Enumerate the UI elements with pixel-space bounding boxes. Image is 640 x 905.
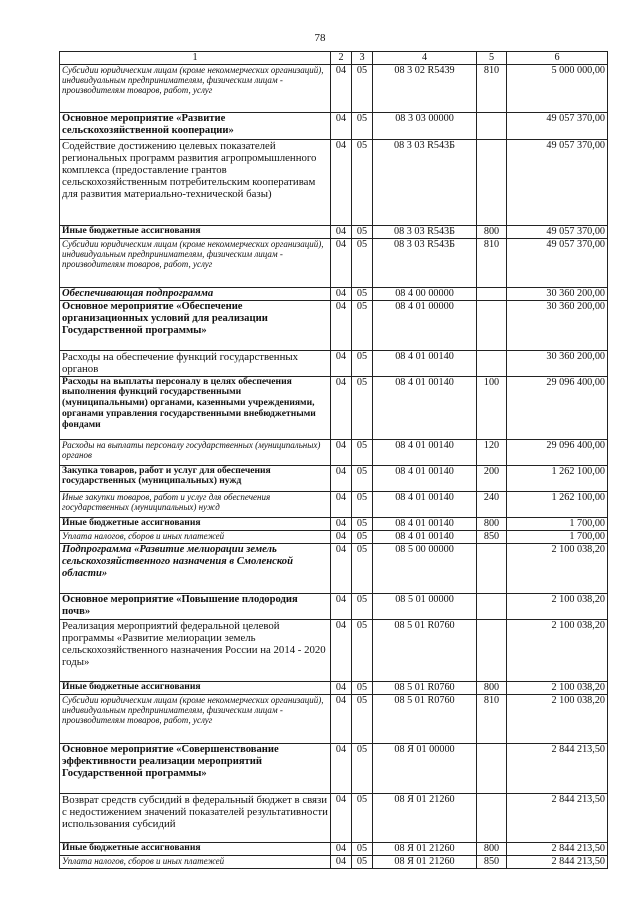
expense-type-code (477, 793, 507, 842)
subsection-code: 05 (352, 350, 373, 376)
table-row (60, 287, 608, 300)
amount-value: 49 057 370,00 (507, 225, 608, 238)
expense-type-code: 850 (477, 855, 507, 868)
section-code: 04 (331, 681, 352, 694)
row-description: Основное мероприятие «Обеспечение организационных условий для реализации Государственной программы» (60, 300, 331, 350)
page-number: 78 (314, 32, 326, 44)
row-description: Уплата налогов, сборов и иных платежей (60, 855, 331, 868)
column-header: 1 (60, 52, 331, 65)
amount-value: 49 057 370,00 (507, 238, 608, 287)
amount-value: 49 057 370,00 (507, 139, 608, 225)
amount-value: 29 096 400,00 (507, 439, 608, 465)
column-header: 2 (331, 52, 352, 65)
subsection-code: 05 (352, 139, 373, 225)
amount-value: 2 100 038,20 (507, 681, 608, 694)
section-code: 04 (331, 225, 352, 238)
row-description: Закупка товаров, работ и услуг для обеспечения государственных (муниципальных) нужд (60, 465, 331, 491)
expense-type-code: 240 (477, 491, 507, 517)
amount-value: 30 360 200,00 (507, 287, 608, 300)
expense-type-code: 810 (477, 64, 507, 112)
column-header: 3 (352, 52, 373, 65)
table-row (60, 112, 608, 139)
amount-value: 30 360 200,00 (507, 350, 608, 376)
target-article-code: 08 4 01 00140 (373, 491, 477, 517)
target-article-code: 08 3 03 R543Б (373, 225, 477, 238)
table-row (60, 530, 608, 543)
table-row (60, 225, 608, 238)
expense-type-code: 810 (477, 238, 507, 287)
subsection-code: 05 (352, 842, 373, 855)
row-description: Иные бюджетные ассигнования (60, 681, 331, 694)
expense-type-code: 100 (477, 376, 507, 439)
amount-value: 49 057 370,00 (507, 112, 608, 139)
section-code: 04 (331, 287, 352, 300)
target-article-code: 08 4 01 00140 (373, 517, 477, 530)
section-code: 04 (331, 694, 352, 743)
row-description: Иные бюджетные ассигнования (60, 517, 331, 530)
table-row (60, 300, 608, 350)
expense-type-code (477, 112, 507, 139)
table-row (60, 64, 608, 112)
target-article-code: 08 3 02 R5439 (373, 64, 477, 112)
expense-type-code: 850 (477, 530, 507, 543)
subsection-code: 05 (352, 543, 373, 593)
subsection-code: 05 (352, 619, 373, 681)
row-description: Иные закупки товаров, работ и услуг для обеспечения государственных (муниципальных) нужд (60, 491, 331, 517)
table-row (60, 350, 608, 376)
subsection-code: 05 (352, 465, 373, 491)
table-row (60, 465, 608, 491)
amount-value: 2 100 038,20 (507, 619, 608, 681)
section-code: 04 (331, 743, 352, 793)
amount-value: 2 100 038,20 (507, 593, 608, 619)
section-code: 04 (331, 350, 352, 376)
target-article-code: 08 3 03 R543Б (373, 238, 477, 287)
expense-type-code (477, 619, 507, 681)
amount-value: 2 844 213,50 (507, 855, 608, 868)
target-article-code: 08 5 01 R0760 (373, 619, 477, 681)
target-article-code: 08 4 01 00140 (373, 530, 477, 543)
expense-type-code (477, 287, 507, 300)
expense-type-code (477, 593, 507, 619)
amount-value: 5 000 000,00 (507, 64, 608, 112)
subsection-code: 05 (352, 681, 373, 694)
section-code: 04 (331, 465, 352, 491)
table-row (60, 743, 608, 793)
table-row (60, 439, 608, 465)
row-description: Возврат средств субсидий в федеральный бюджет в связи с недостижением значений показателей результативности использования субсидий (60, 793, 331, 842)
target-article-code: 08 4 01 00140 (373, 376, 477, 439)
amount-value: 2 844 213,50 (507, 743, 608, 793)
section-code: 04 (331, 530, 352, 543)
amount-value: 2 100 038,20 (507, 694, 608, 743)
target-article-code: 08 4 01 00140 (373, 350, 477, 376)
table-row (60, 593, 608, 619)
target-article-code: 08 Я 01 21260 (373, 855, 477, 868)
amount-value: 2 100 038,20 (507, 543, 608, 593)
expense-type-code (477, 350, 507, 376)
target-article-code: 08 3 03 R543Б (373, 139, 477, 225)
expense-type-code (477, 543, 507, 593)
row-description: Содействие достижению целевых показателей региональных программ развития агропромышленного комплекса (предоставление грантов сельскохозяйственным потребительским кооперативам для развития материально-технической базы) (60, 139, 331, 225)
section-code: 04 (331, 842, 352, 855)
target-article-code: 08 5 01 R0760 (373, 681, 477, 694)
expense-type-code: 800 (477, 842, 507, 855)
target-article-code: 08 3 03 00000 (373, 112, 477, 139)
section-code: 04 (331, 855, 352, 868)
table-row (60, 238, 608, 287)
section-code: 04 (331, 793, 352, 842)
amount-value: 1 262 100,00 (507, 465, 608, 491)
column-header: 5 (477, 52, 507, 65)
section-code: 04 (331, 491, 352, 517)
subsection-code: 05 (352, 530, 373, 543)
section-code: 04 (331, 376, 352, 439)
section-code: 04 (331, 619, 352, 681)
row-description: Уплата налогов, сборов и иных платежей (60, 530, 331, 543)
section-code: 04 (331, 439, 352, 465)
row-description: Реализация мероприятий федеральной целевой программы «Развитие мелиорации земель сельскохозяйственного назначения России на 2014 - 2020 годы» (60, 619, 331, 681)
amount-value: 30 360 200,00 (507, 300, 608, 350)
subsection-code: 05 (352, 238, 373, 287)
section-code: 04 (331, 139, 352, 225)
section-code: 04 (331, 300, 352, 350)
row-description: Обеспечивающая подпрограмма (60, 287, 331, 300)
amount-value: 2 844 213,50 (507, 842, 608, 855)
row-description: Иные бюджетные ассигнования (60, 225, 331, 238)
row-description: Субсидии юридическим лицам (кроме некоммерческих организаций), индивидуальным предпринимателям, физическим лицам - производителям товаров, работ, услуг (60, 694, 331, 743)
subsection-code: 05 (352, 743, 373, 793)
table-row (60, 694, 608, 743)
table-row (60, 619, 608, 681)
subsection-code: 05 (352, 793, 373, 842)
table-row (60, 139, 608, 225)
subsection-code: 05 (352, 376, 373, 439)
subsection-code: 05 (352, 300, 373, 350)
table-row (60, 842, 608, 855)
row-description: Субсидии юридическим лицам (кроме некоммерческих организаций), индивидуальным предпринимателям, физическим лицам - производителям товаров, работ, услуг (60, 238, 331, 287)
table-row (60, 681, 608, 694)
expense-type-code (477, 139, 507, 225)
target-article-code: 08 5 01 00000 (373, 593, 477, 619)
section-code: 04 (331, 517, 352, 530)
expense-type-code (477, 743, 507, 793)
budget-table (59, 51, 608, 869)
section-code: 04 (331, 238, 352, 287)
column-header: 4 (373, 52, 477, 65)
subsection-code: 05 (352, 593, 373, 619)
subsection-code: 05 (352, 64, 373, 112)
amount-value: 1 262 100,00 (507, 491, 608, 517)
table-row (60, 543, 608, 593)
target-article-code: 08 4 01 00140 (373, 439, 477, 465)
target-article-code: 08 4 01 00140 (373, 465, 477, 491)
section-code: 04 (331, 64, 352, 112)
table-row (60, 517, 608, 530)
target-article-code: 08 Я 01 00000 (373, 743, 477, 793)
section-code: 04 (331, 112, 352, 139)
column-header: 6 (507, 52, 608, 65)
header-row (60, 52, 608, 65)
expense-type-code: 800 (477, 517, 507, 530)
subsection-code: 05 (352, 855, 373, 868)
row-description: Основное мероприятие «Повышение плодородия почв» (60, 593, 331, 619)
expense-type-code: 120 (477, 439, 507, 465)
section-code: 04 (331, 543, 352, 593)
expense-type-code: 200 (477, 465, 507, 491)
amount-value: 2 844 213,50 (507, 793, 608, 842)
expense-type-code: 800 (477, 681, 507, 694)
row-description: Расходы на обеспечение функций государственных органов (60, 350, 331, 376)
expense-type-code (477, 300, 507, 350)
table-row (60, 793, 608, 842)
target-article-code: 08 Я 01 21260 (373, 842, 477, 855)
target-article-code: 08 Я 01 21260 (373, 793, 477, 842)
row-description: Подпрограмма «Развитие мелиорации земель сельскохозяйственного назначения в Смоленской области» (60, 543, 331, 593)
amount-value: 1 700,00 (507, 530, 608, 543)
row-description: Расходы на выплаты персоналу в целях обеспечения выполнения функций государственными (муниципальными) органами, казенными учреждениями, органами управления государственными внебюджетными фондами (60, 376, 331, 439)
subsection-code: 05 (352, 439, 373, 465)
row-description: Основное мероприятие «Совершенствование эффективности реализации мероприятий Государственной программы» (60, 743, 331, 793)
subsection-code: 05 (352, 694, 373, 743)
target-article-code: 08 5 00 00000 (373, 543, 477, 593)
amount-value: 1 700,00 (507, 517, 608, 530)
table-row (60, 491, 608, 517)
subsection-code: 05 (352, 517, 373, 530)
subsection-code: 05 (352, 112, 373, 139)
section-code: 04 (331, 593, 352, 619)
amount-value: 29 096 400,00 (507, 376, 608, 439)
subsection-code: 05 (352, 287, 373, 300)
subsection-code: 05 (352, 225, 373, 238)
expense-type-code: 800 (477, 225, 507, 238)
expense-type-code: 810 (477, 694, 507, 743)
row-description: Основное мероприятие «Развитие сельскохозяйственной кооперации» (60, 112, 331, 139)
target-article-code: 08 4 00 00000 (373, 287, 477, 300)
row-description: Иные бюджетные ассигнования (60, 842, 331, 855)
table-row (60, 855, 608, 868)
subsection-code: 05 (352, 491, 373, 517)
row-description: Расходы на выплаты персоналу государственных (муниципальных) органов (60, 439, 331, 465)
row-description: Субсидии юридическим лицам (кроме некоммерческих организаций), индивидуальным предпринимателям, физическим лицам - производителям товаров, работ, услуг (60, 64, 331, 112)
table-row (60, 376, 608, 439)
target-article-code: 08 4 01 00000 (373, 300, 477, 350)
target-article-code: 08 5 01 R0760 (373, 694, 477, 743)
